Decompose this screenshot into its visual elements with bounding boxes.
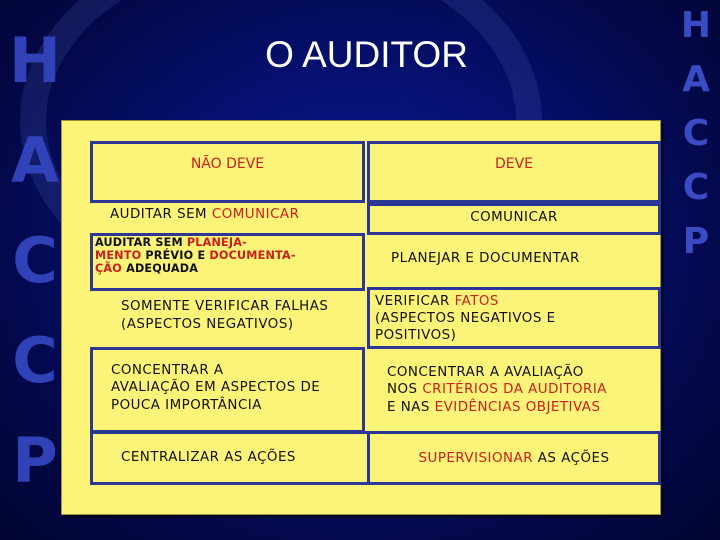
row5-left: CENTRALIZAR AS AÇÕES (121, 450, 296, 465)
row4-left-cell (90, 347, 365, 433)
row4-left: CONCENTRAR A AVALIAÇÃO EM ASPECTOS DE POUCA IMPORTÂNCIA (111, 363, 321, 413)
row5-right-cell (367, 431, 661, 485)
row2-right: PLANEJAR E DOCUMENTAR (391, 251, 580, 266)
letter: A (682, 59, 710, 100)
letter: C (12, 324, 58, 397)
row3-left: SOMENTE VERIFICAR FALHAS (ASPECTOS NEGATIVOS) (121, 299, 329, 333)
row5-left-cell (90, 431, 369, 485)
letter: H (680, 5, 712, 46)
header-right-cell (367, 141, 661, 203)
left-letters-watermark (0, 24, 70, 530)
row4-right: CONCENTRAR A AVALIAÇÃO NOS CRITÉRIOS DA AUDITORIA E NAS EVIDÊNCIAS OBJETIVAS (387, 365, 607, 415)
letter: P (682, 221, 710, 262)
row3-right: VERIFICAR FATOS (ASPECTOS NEGATIVOS E POSITIVOS) (375, 294, 556, 343)
row2-left-cell (90, 233, 365, 291)
row2-left: AUDITAR SEM PLANEJA- MENTO PRÉVIO E DOCUMENTA- ÇÃO ADEQUADA (95, 236, 296, 275)
header-left: NÃO DEVE (190, 156, 265, 172)
row1-right-cell (367, 203, 661, 235)
letter: P (12, 424, 58, 497)
letter: H (9, 24, 61, 97)
row5-right: SUPERVISIONAR AS AÇÕES (418, 451, 610, 466)
row1-right: COMUNICAR (470, 210, 558, 225)
header-right: DEVE (494, 156, 534, 172)
letter: C (682, 167, 710, 208)
page-title: O AUDITOR (265, 34, 468, 75)
header-left-cell (90, 141, 365, 203)
row1-left: AUDITAR SEM COMUNICAR (110, 207, 300, 222)
letter: A (11, 124, 59, 197)
letter: C (682, 113, 710, 154)
letter: C (12, 224, 58, 297)
row3-right-cell (367, 287, 661, 349)
comparison-panel (61, 120, 661, 515)
